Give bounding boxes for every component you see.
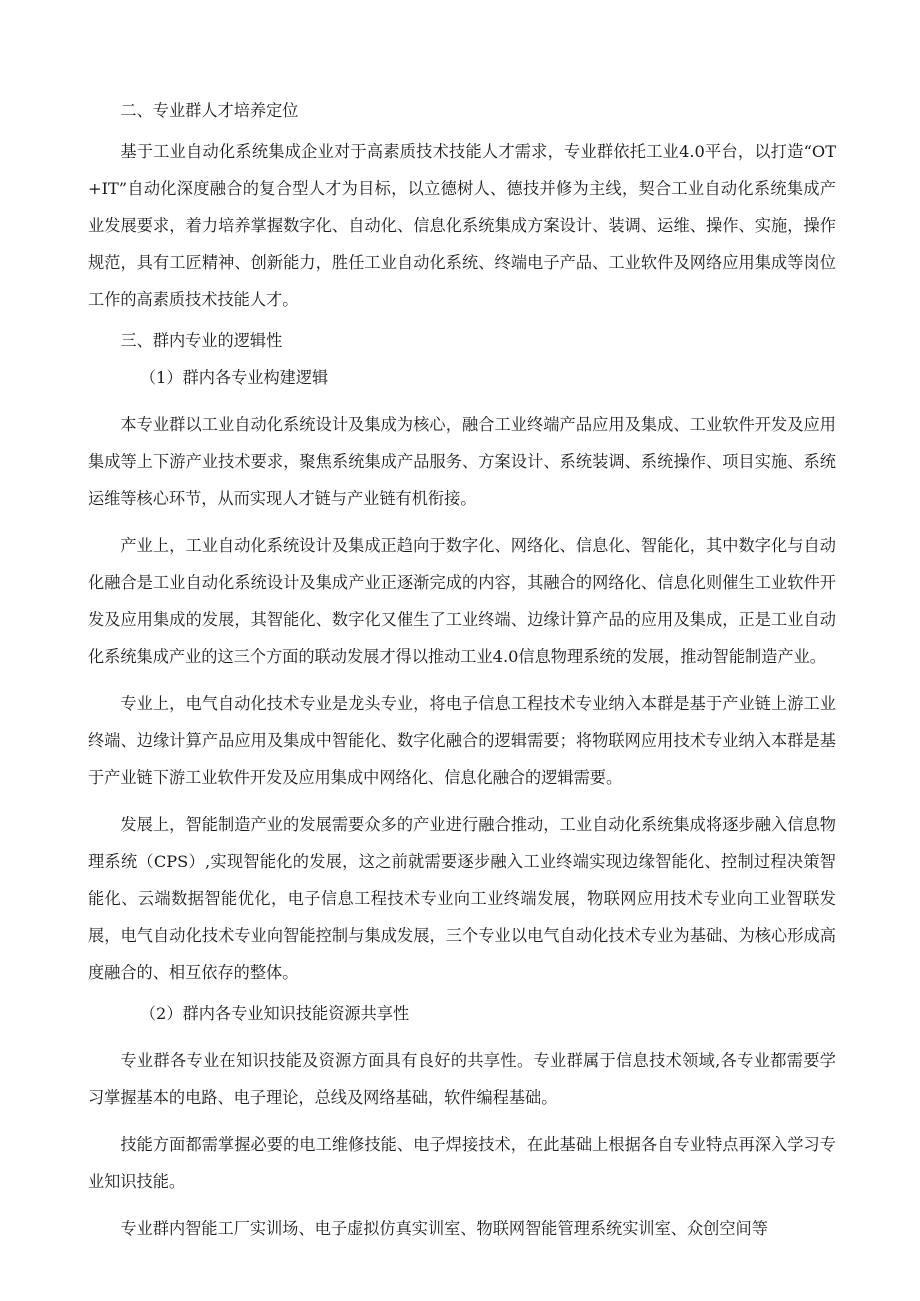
section-3-heading: 三、群内专业的逻辑性 [120,331,283,350]
paragraph: 发展上，智能制造产业的发展需要众多的产业进行融合推动，工业自动化系统集成将逐步融入信息物理系统（CPS）,实现智能化的发展，这之前就需要逐步融入工业终端实现边缘智能化、控制过程决策智能化、云端数据智能优化，电子信息工程技术专业向工业终端发展，物联网应用技术专业向工业智联发展，电气自动化技术专业向智能控制与集成发展，三个专业以电气自动化技术专业为基础、为核心形成高度融合的、相互依存的整体。 [88,815,836,982]
paragraph: 产业上，工业自动化系统设计及集成正趋向于数字化、网络化、信息化、智能化，其中数字化与自动化融合是工业自动化系统设计及集成产业正逐渐完成的内容，其融合的网络化、信息化则催生工业软件开发及应用集成的发展，其智能化、数字化又催生了工业终端、边缘计算产品的应用及集成，正是工业自动化系统集成产业的这三个方面的联动发展才得以推动工业4.0信息物理系统的发展，推动智能制造产业。 [88,536,836,666]
subsection-2-heading: （2）群内各专业知识技能资源共享性 [139,1004,410,1023]
paragraph: 专业上，电气自动化技术专业是龙头专业，将电子信息工程技术专业纳入本群是基于产业链上游工业终端、边缘计算产品应用及集成中智能化、数字化融合的逻辑需要；将物联网应用技术专业纳入本群是基于产业链下游工业软件开发及应用集成中网络化、信息化融合的逻辑需要。 [88,694,836,787]
section-2-heading: 二、专业群人才培养定位 [120,101,299,120]
document-page [88,92,836,1247]
paragraph: 本专业群以工业自动化系统设计及集成为核心，融合工业终端产品应用及集成、工业软件开发及应用集成等上下游产业技术要求，聚焦系统集成产品服务、方案设计、系统装调、系统操作、项目实施、系统运维等核心环节，从而实现人才链与产业链有机衔接。 [88,415,836,508]
section-2-body: 基于工业自动化系统集成企业对于高素质技术技能人才需求，专业群依托工业4.0平台，以打造“OT+IT”自动化深度融合的复合型人才为目标，以立德树人、德技并修为主线，契合工业自动化系统集成产业发展要求，着力培养掌握数字化、自动化、信息化系统集成方案设计、装调、运维、操作、实施，操作规范，具有工匠精神、创新能力，胜任工业自动化系统、终端电子产品、工业软件及网络应用集成等岗位工作的高素质技术技能人才。 [88,142,836,309]
paragraph: 专业群各专业在知识技能及资源方面具有良好的共享性。专业群属于信息技术领域,各专业都需要学习掌握基本的电路、电子理论，总线及网络基础，软件编程基础。 [88,1051,836,1107]
paragraph: 技能方面都需掌握必要的电工维修技能、电子焊接技术，在此基础上根据各自专业特点再深入学习专业知识技能。 [88,1135,836,1191]
subsection-1-heading: （1）群内各专业构建逻辑 [139,368,329,387]
paragraph: 专业群内智能工厂实训场、电子虚拟仿真实训室、物联网智能管理系统实训室、众创空间等 [120,1219,768,1238]
